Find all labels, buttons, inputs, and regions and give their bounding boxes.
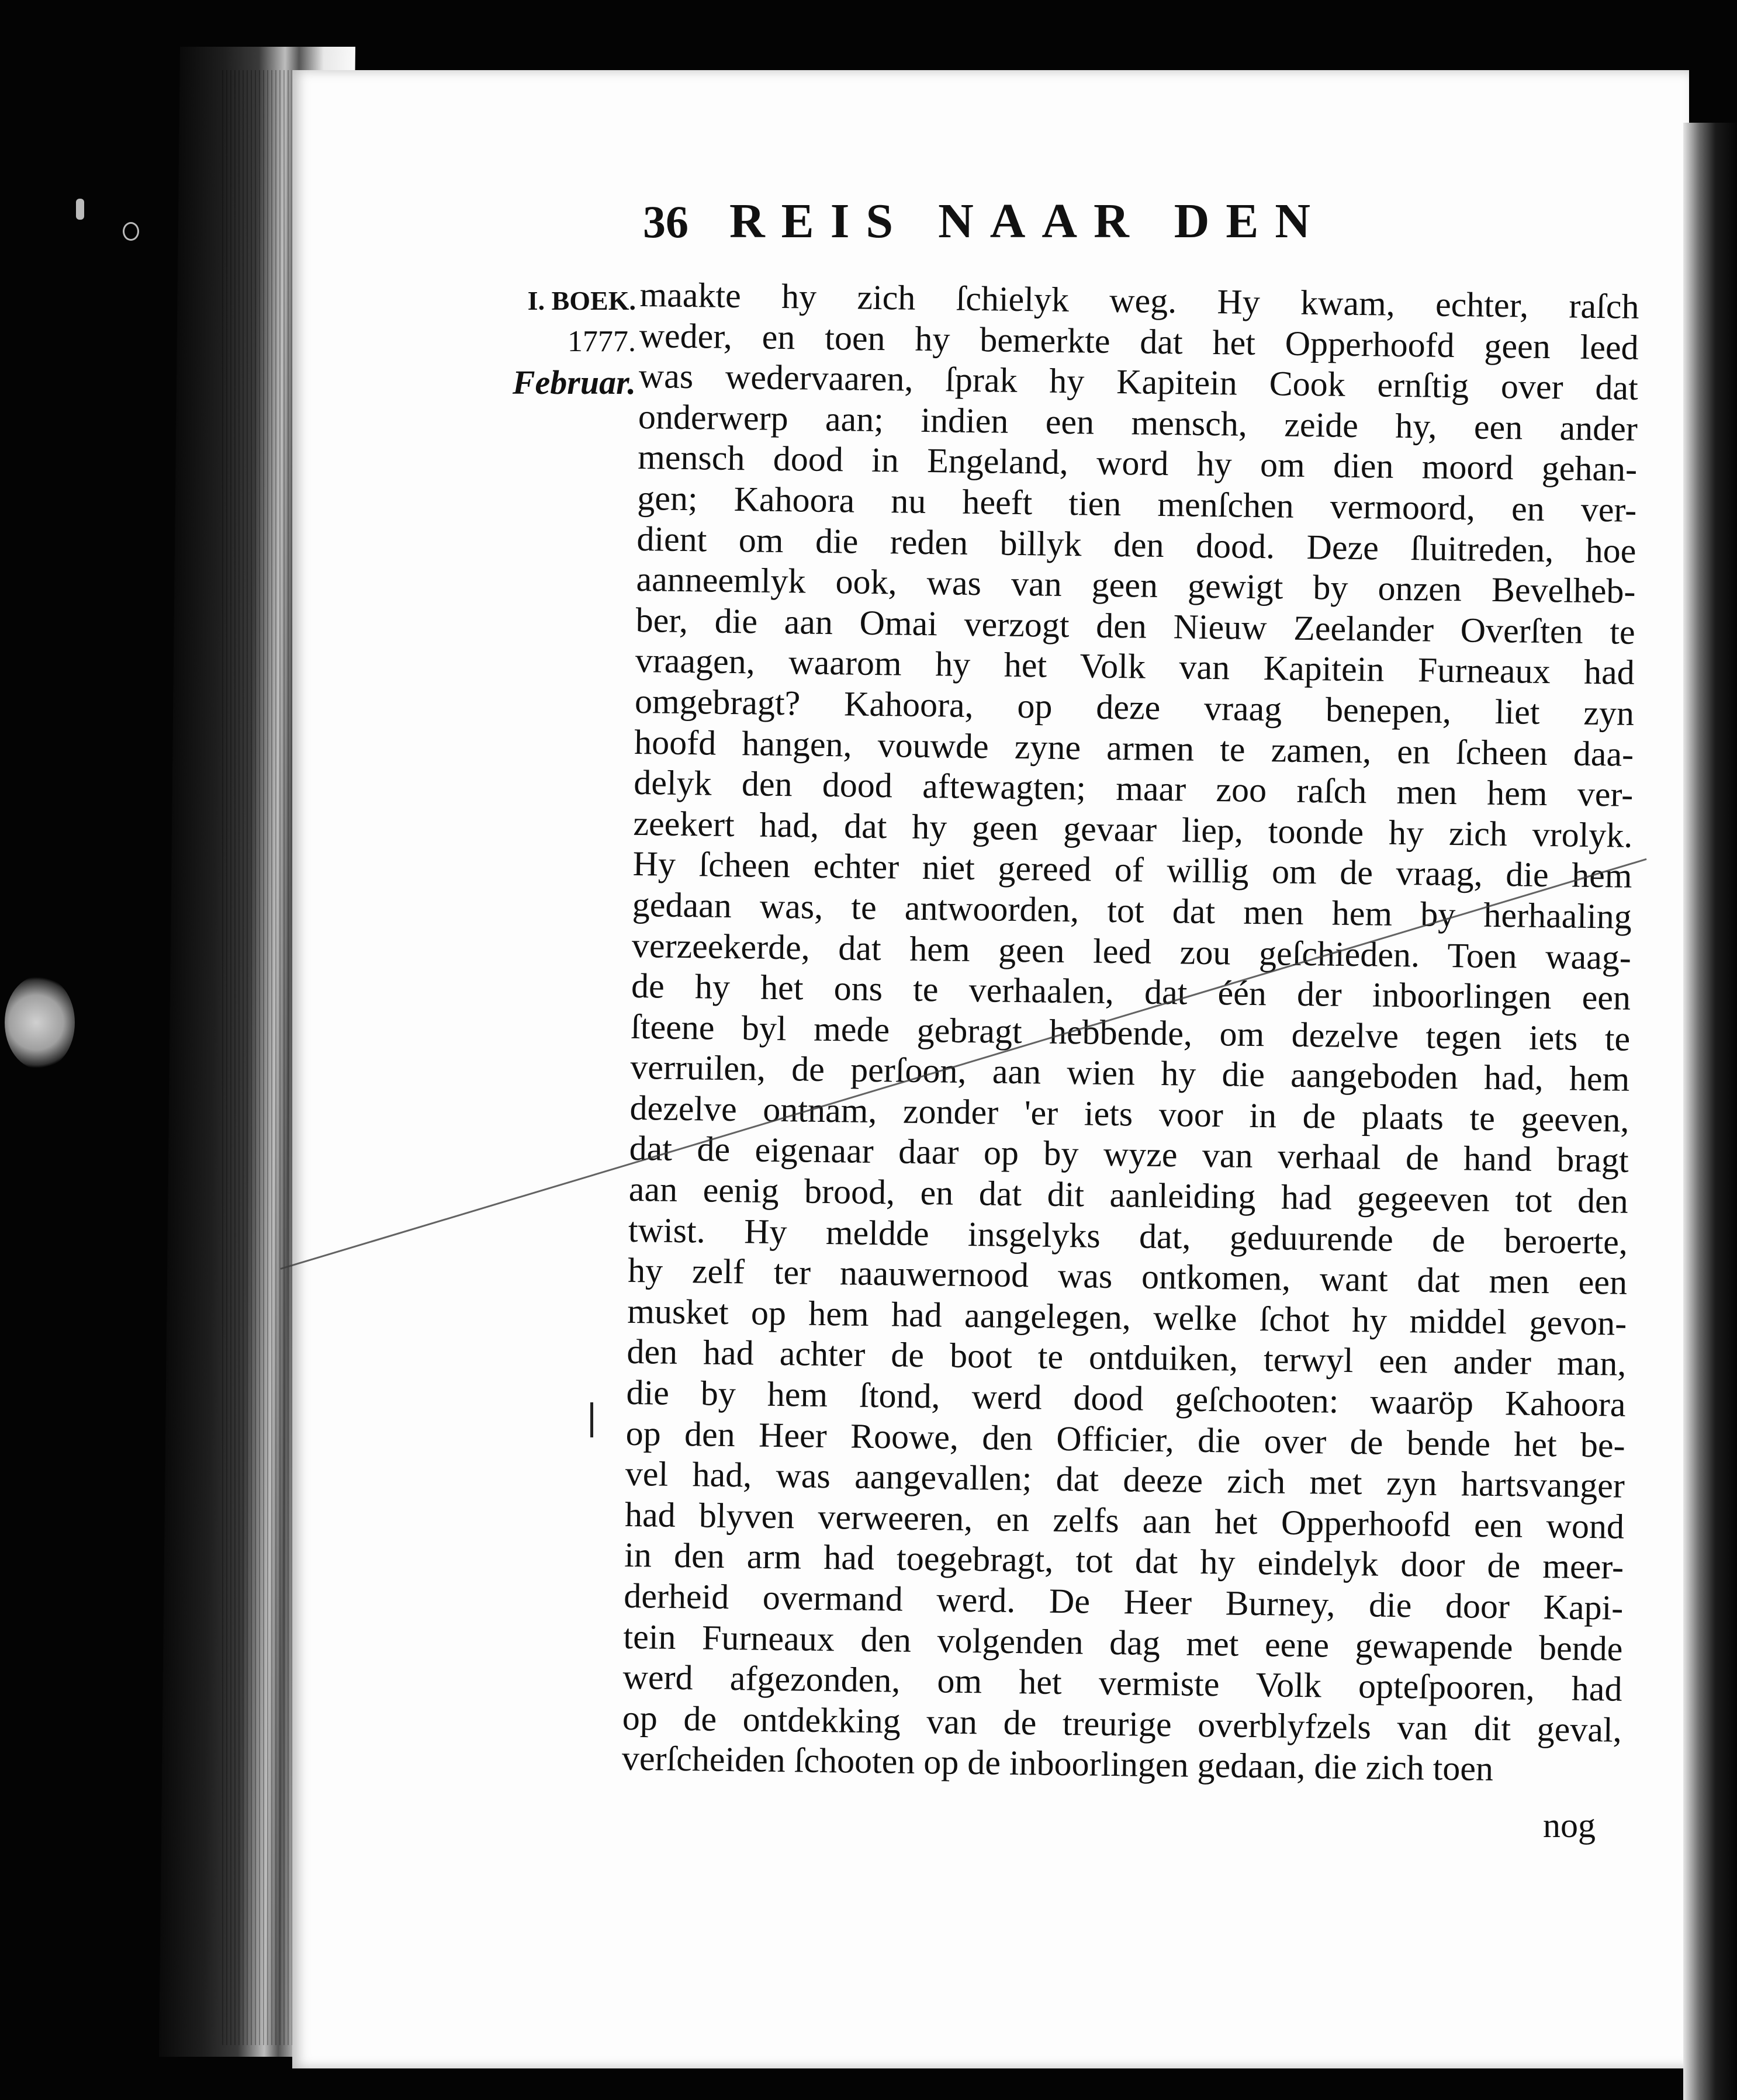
text-line: aan eenig brood, en dat dit aanleiding had gegeeven tot den — [628, 1169, 1629, 1221]
text-line: werd afgezonden, om het vermiste Volk opteſpooren, had — [622, 1658, 1622, 1709]
text-line: hoofd hangen, vouwde zyne armen te zamen, en ſcheen daa- — [634, 722, 1634, 774]
margin-notes — [490, 280, 636, 403]
text-line: den had achter de boot te ontduiken, terwyl een ander man, — [627, 1332, 1627, 1384]
text-line: vel had, was aangevallen; dat deeze zich met zyn hartsvanger — [625, 1454, 1625, 1505]
text-line: delyk den dood aftewagten; maar zoo raſch men hem ver- — [633, 763, 1634, 814]
text-line: vraagen, waarom hy het Volk van Kapitein Furneaux had — [635, 641, 1635, 692]
margin-book-label: I. BOEK. — [527, 286, 636, 316]
text-line: op de ontdekking van de treurige overblyfzels van dit geval, — [622, 1698, 1622, 1749]
text-line: musket op hem had aangelegen, welke ſchot hy middel gevon- — [627, 1291, 1627, 1343]
text-line: verruilen, de perſoon, aan wien hy die aangeboden had, hem — [630, 1048, 1630, 1099]
margin-mark — [590, 1402, 593, 1437]
text-line: omgebragt? Kahoora, op deze vraag benepen, liet zyn — [634, 681, 1635, 733]
text-line: twist. Hy meldde insgelyks dat, geduurende de beroerte, — [628, 1210, 1628, 1262]
scan-artifact — [76, 199, 84, 220]
text-line: was wedervaaren, ſprak hy Kapitein Cook ernſtig over dat — [638, 356, 1639, 408]
next-page-edge — [1683, 123, 1737, 2100]
text-line: derheid overmand werd. De Heer Burney, die door Kapi- — [623, 1576, 1624, 1627]
page-number: 36 — [643, 196, 688, 247]
text-line: had blyven verweeren, en zelfs aan het Opperhoofd een wond — [624, 1495, 1625, 1546]
running-title: REIS NAAR DEN — [729, 194, 1327, 248]
text-line: gen; Kahoora nu heeft tien menſchen vermoord, en ver- — [636, 478, 1637, 529]
text-line: tein Furneaux den volgenden dag met eene gewapende bende — [623, 1617, 1623, 1668]
text-line: die by hem ſtond, werd dood geſchooten: waaröp Kahoora — [626, 1373, 1626, 1424]
text-line: maakte hy zich ſchielyk weg. Hy kwam, echter, raſch — [639, 275, 1639, 326]
text-line: verſcheiden ſchooten op de inboorlingen gedaan, die zich toen — [621, 1739, 1494, 1789]
text-line: de hy het ons te verhaalen, dat één der inboorlingen een — [631, 966, 1631, 1017]
body-text — [622, 275, 1639, 1791]
text-line: dezelve ontnam, zonder 'er iets voor in de plaats te geeven, — [629, 1088, 1629, 1139]
text-line: onderwerp aan; indien een mensch, zeide hy, een ander — [638, 397, 1638, 448]
text-line: ſteene byl mede gebragt hebbende, om dezelve tegen iets te — [630, 1007, 1631, 1058]
scan-artifact — [5, 976, 75, 1069]
text-line: in den arm had toegebragt, tot dat hy eindelyk door de meer- — [624, 1536, 1624, 1587]
text-line: ber, die aan Omai verzogt den Nieuw Zeelander Overſten te — [635, 600, 1636, 652]
text-line: mensch dood in Engeland, word hy om dien moord gehan- — [637, 438, 1638, 489]
running-head — [643, 193, 1327, 257]
text-line: gedaan was, te antwoorden, tot dat men hem by herhaaling — [632, 885, 1632, 936]
text-line: op den Heer Roowe, den Officier, die over de bende het be- — [625, 1413, 1626, 1465]
text-line: dient om die reden billyk den dood. Deze ſluitreden, hoe — [636, 519, 1636, 570]
text-line: zeekert had, dat hy geen gevaar liep, toonde hy zich vrolyk. — [633, 803, 1633, 855]
text-line: dat de eigenaar daar op by wyze van verhaal de hand bragt — [629, 1129, 1629, 1180]
text-line: hy zelf ter naauwernood was ontkomen, want dat men een — [627, 1251, 1628, 1302]
margin-month: Februar. — [512, 363, 636, 401]
scan-artifact — [123, 222, 139, 241]
text-line: verzeekerde, dat hem geen leed zou geſchieden. Toen waag- — [631, 926, 1632, 977]
catchword: nog — [1543, 1806, 1596, 1845]
margin-year: 1777. — [568, 325, 636, 358]
text-line: aanneemlyk ook, was van geen gewigt by onzen Bevelheb- — [636, 560, 1636, 611]
text-line: weder, en toen hy bemerkte dat het Opperhoofd geen leed — [639, 316, 1639, 367]
text-line: Hy ſcheen echter niet gereed of willig om de vraag, die hem — [632, 844, 1632, 896]
